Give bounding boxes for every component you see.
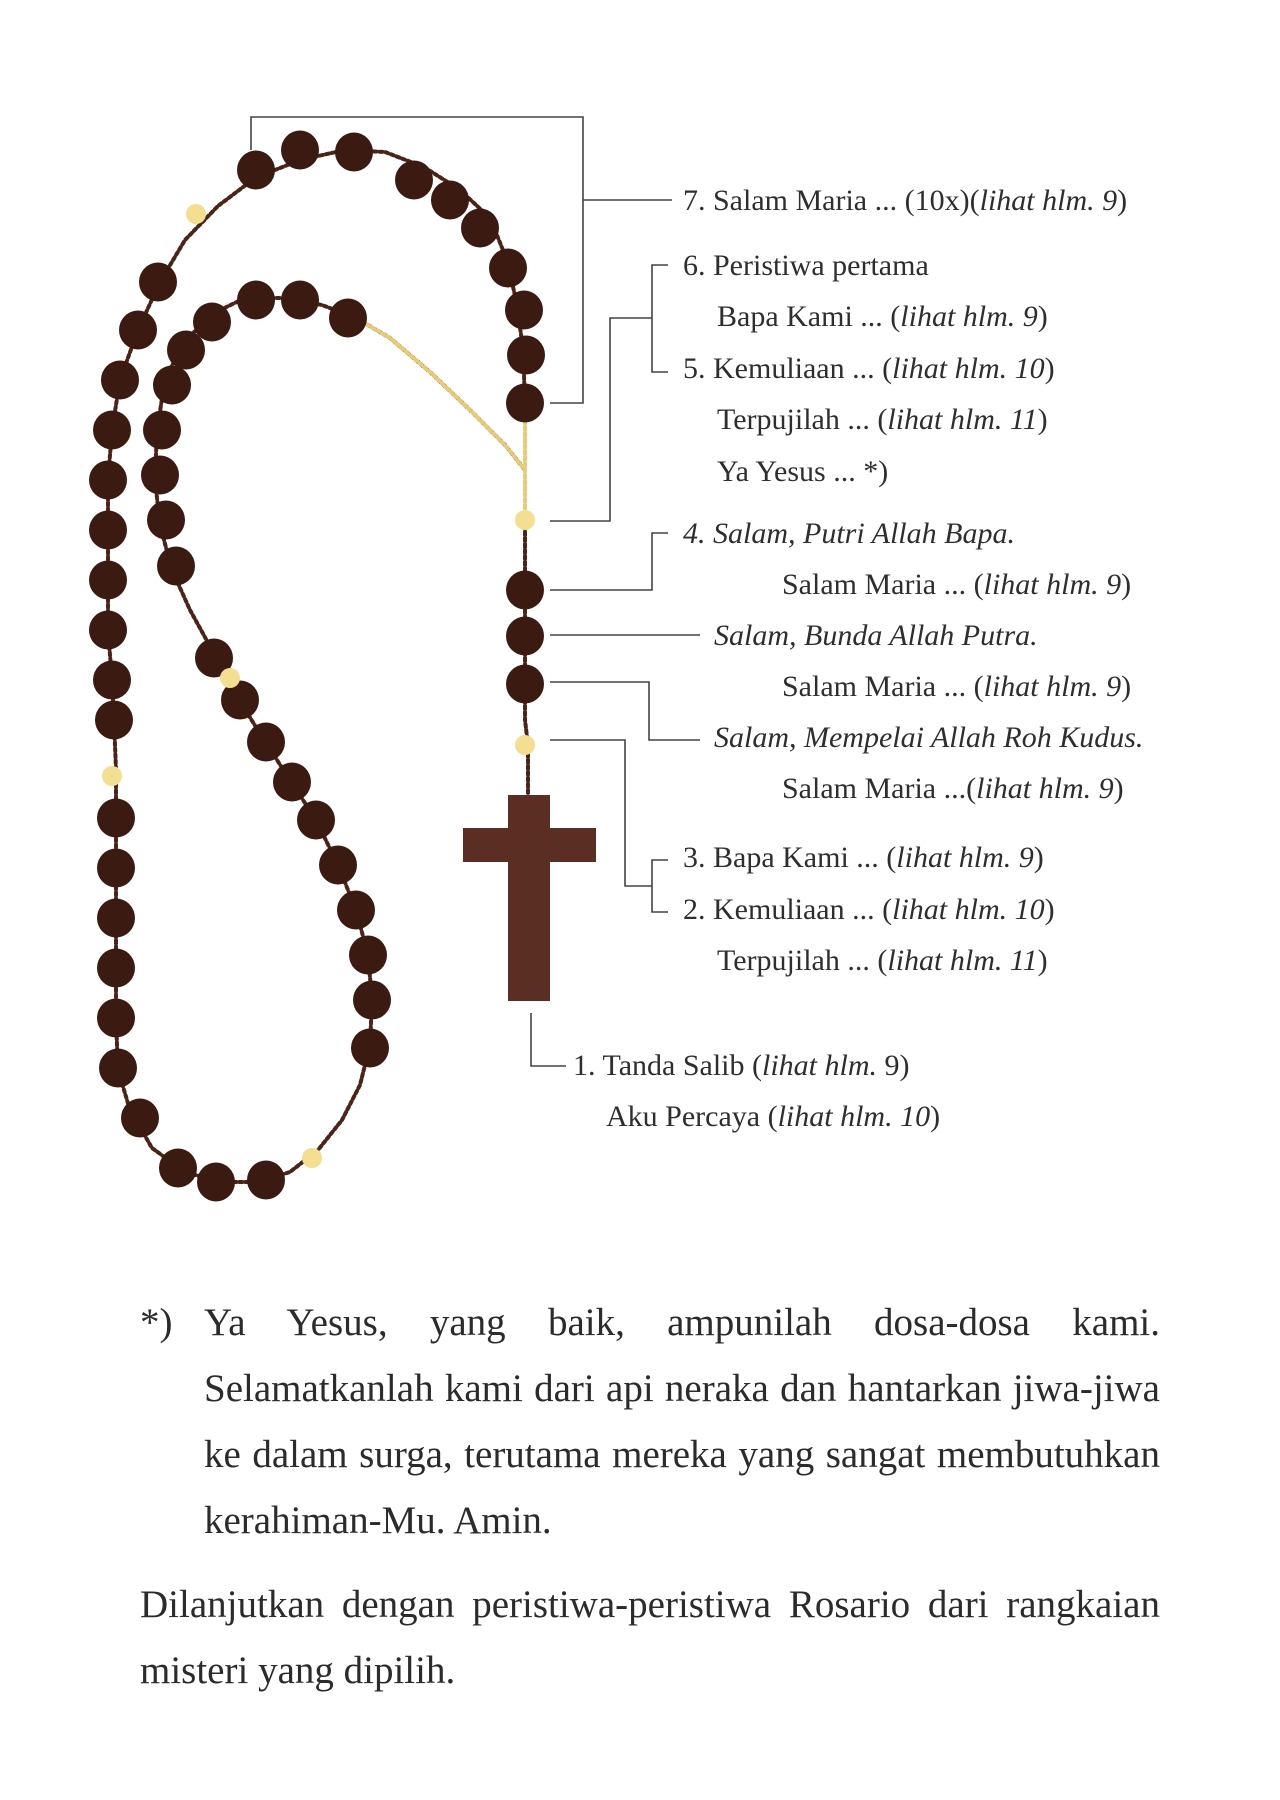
leader-lines bbox=[251, 117, 700, 1066]
rosary-bead-28 bbox=[159, 1149, 197, 1188]
footnote bbox=[140, 1290, 1160, 1554]
rosary-chain-junction bbox=[356, 318, 525, 470]
label-6-peristiwa-pertama: 6. Peristiwa pertama bbox=[683, 249, 929, 282]
label-3-bapa-kami: 3. Bapa Kami ... (lihat hlm. 9) bbox=[683, 841, 1044, 874]
rosary-bead-10 bbox=[237, 151, 275, 190]
label-5-kemuliaan: 5. Kemuliaan ... (lihat hlm. 10) bbox=[683, 352, 1055, 385]
rosary-bead-4 bbox=[489, 249, 527, 288]
rosary-bead-36 bbox=[297, 801, 335, 840]
rosary-bead-50 bbox=[329, 299, 367, 338]
rosary-bead-43 bbox=[141, 456, 179, 495]
leader-line-4 bbox=[550, 533, 668, 590]
crucifix bbox=[463, 795, 596, 1001]
rosary-bead-18 bbox=[89, 611, 127, 650]
rosary-bead-2 bbox=[507, 336, 545, 375]
leader-line-4e bbox=[550, 682, 700, 740]
rosary-bead-35 bbox=[319, 846, 357, 885]
rosary-bead-5 bbox=[461, 209, 499, 248]
rosary-bead-38 bbox=[247, 723, 285, 762]
rosary-bead-11 bbox=[139, 263, 177, 302]
rosary-bead-33 bbox=[349, 936, 387, 975]
label-2-kemuliaan: 2. Kemuliaan ... (lihat hlm. 10) bbox=[683, 893, 1055, 926]
rosary-bead-21 bbox=[97, 799, 135, 838]
rosary-bead-29 bbox=[197, 1163, 235, 1202]
label-4-salam-maria-1: Salam Maria ... (lihat hlm. 9) bbox=[782, 568, 1132, 601]
rosary-bead-52 bbox=[506, 617, 544, 656]
rosary-bead-49 bbox=[281, 281, 319, 320]
rosary-bead-23 bbox=[97, 899, 135, 938]
rosary-bead-32 bbox=[353, 981, 391, 1020]
rosary-marker-bead-1 bbox=[186, 204, 206, 224]
rosary-bead-24 bbox=[97, 949, 135, 988]
rosary-bead-19 bbox=[93, 661, 131, 700]
label-6-bapa-kami: Bapa Kami ... (lihat hlm. 9) bbox=[717, 300, 1048, 333]
footnote-text: Ya Yesus, yang baik, ampunilah dosa-dosa kami. Selamatkanlah kami dari api neraka dan hantarkan jiwa-jiwa ke dalam surga, terutama mereka yang sangat membutuhkan kerahiman-Mu. Amin. bbox=[204, 1301, 1160, 1542]
footnote-mark: *) bbox=[140, 1301, 173, 1344]
rosary-marker-bead-3 bbox=[220, 668, 240, 688]
rosary-bead-34 bbox=[337, 891, 375, 930]
rosary-bead-37 bbox=[273, 763, 311, 802]
rosary-bead-13 bbox=[101, 361, 139, 400]
cross-vertical-beam bbox=[508, 795, 550, 1001]
rosary-bead-14 bbox=[93, 411, 131, 450]
label-4-salam-maria-2: Salam Maria ... (lihat hlm. 9) bbox=[782, 670, 1132, 703]
rosary-bead-48 bbox=[237, 281, 275, 320]
leader-line-3-2 bbox=[550, 740, 652, 886]
rosary-bead-53 bbox=[506, 665, 544, 704]
rosary-marker-bead-2 bbox=[102, 766, 122, 786]
rosary-bead-31 bbox=[351, 1029, 389, 1068]
leader-line-1 bbox=[531, 1013, 566, 1066]
rosary-bead-9 bbox=[281, 131, 319, 170]
rosary-bead-44 bbox=[143, 411, 181, 450]
rosary-bead-25 bbox=[97, 999, 135, 1038]
label-4-salam-mempelai: Salam, Mempelai Allah Roh Kudus. bbox=[714, 721, 1144, 754]
label-1-aku-percaya: Aku Percaya (lihat hlm. 10) bbox=[606, 1100, 941, 1133]
rosary-bead-17 bbox=[89, 561, 127, 600]
rosary-bead-12 bbox=[119, 311, 157, 350]
rosary-bead-16 bbox=[89, 511, 127, 550]
rosary-bead-30 bbox=[247, 1161, 285, 1200]
label-4-salam-bunda: Salam, Bunda Allah Putra. bbox=[714, 619, 1038, 652]
bracket-3-2 bbox=[652, 860, 668, 912]
label-4-salam-putri: 4. Salam, Putri Allah Bapa. bbox=[683, 517, 1015, 550]
rosary-bead-42 bbox=[147, 501, 185, 540]
rosary-bead-7 bbox=[395, 161, 433, 200]
rosary-bead-47 bbox=[193, 303, 231, 342]
label-7-salam-maria: 7. Salam Maria ... (10x)(lihat hlm. 9) bbox=[683, 184, 1128, 217]
label-5-terpujilah: Terpujilah ... (lihat hlm. 11) bbox=[717, 403, 1048, 436]
rosary-bead-27 bbox=[121, 1099, 159, 1138]
rosary-bead-6 bbox=[431, 181, 469, 220]
rosary-beads bbox=[89, 131, 545, 1202]
label-5-ya-yesus: Ya Yesus ... *) bbox=[717, 455, 889, 488]
label-2-terpujilah: Terpujilah ... (lihat hlm. 11) bbox=[717, 944, 1048, 977]
rosary-bead-15 bbox=[89, 461, 127, 500]
rosary-bead-51 bbox=[506, 571, 544, 610]
rosary-marker-bead-6 bbox=[515, 735, 535, 755]
continuation-paragraph: Dilanjutkan dengan peristiwa-peristiwa Rosario dari rangkaian misteri yang dipilih. bbox=[140, 1583, 1160, 1692]
rosary-bead-22 bbox=[97, 849, 135, 888]
cross-horizontal-beam bbox=[463, 828, 596, 862]
rosary-bead-3 bbox=[505, 291, 543, 330]
rosary-bead-41 bbox=[157, 547, 195, 586]
bracket-6-5 bbox=[652, 265, 668, 372]
leader-line-6-5 bbox=[550, 318, 652, 521]
rosary-marker-bead-4 bbox=[302, 1148, 322, 1168]
rosary-bead-8 bbox=[335, 133, 373, 172]
label-1-tanda-salib: 1. Tanda Salib (lihat hlm. 9) bbox=[573, 1049, 910, 1082]
rosary-marker-bead-5 bbox=[515, 510, 535, 530]
rosary-bead-26 bbox=[99, 1049, 137, 1088]
rosary-bead-1 bbox=[506, 384, 544, 423]
rosary-bead-20 bbox=[95, 701, 133, 740]
rosary-bead-45 bbox=[153, 366, 191, 405]
label-4-salam-maria-3: Salam Maria ...(lihat hlm. 9) bbox=[782, 772, 1124, 805]
